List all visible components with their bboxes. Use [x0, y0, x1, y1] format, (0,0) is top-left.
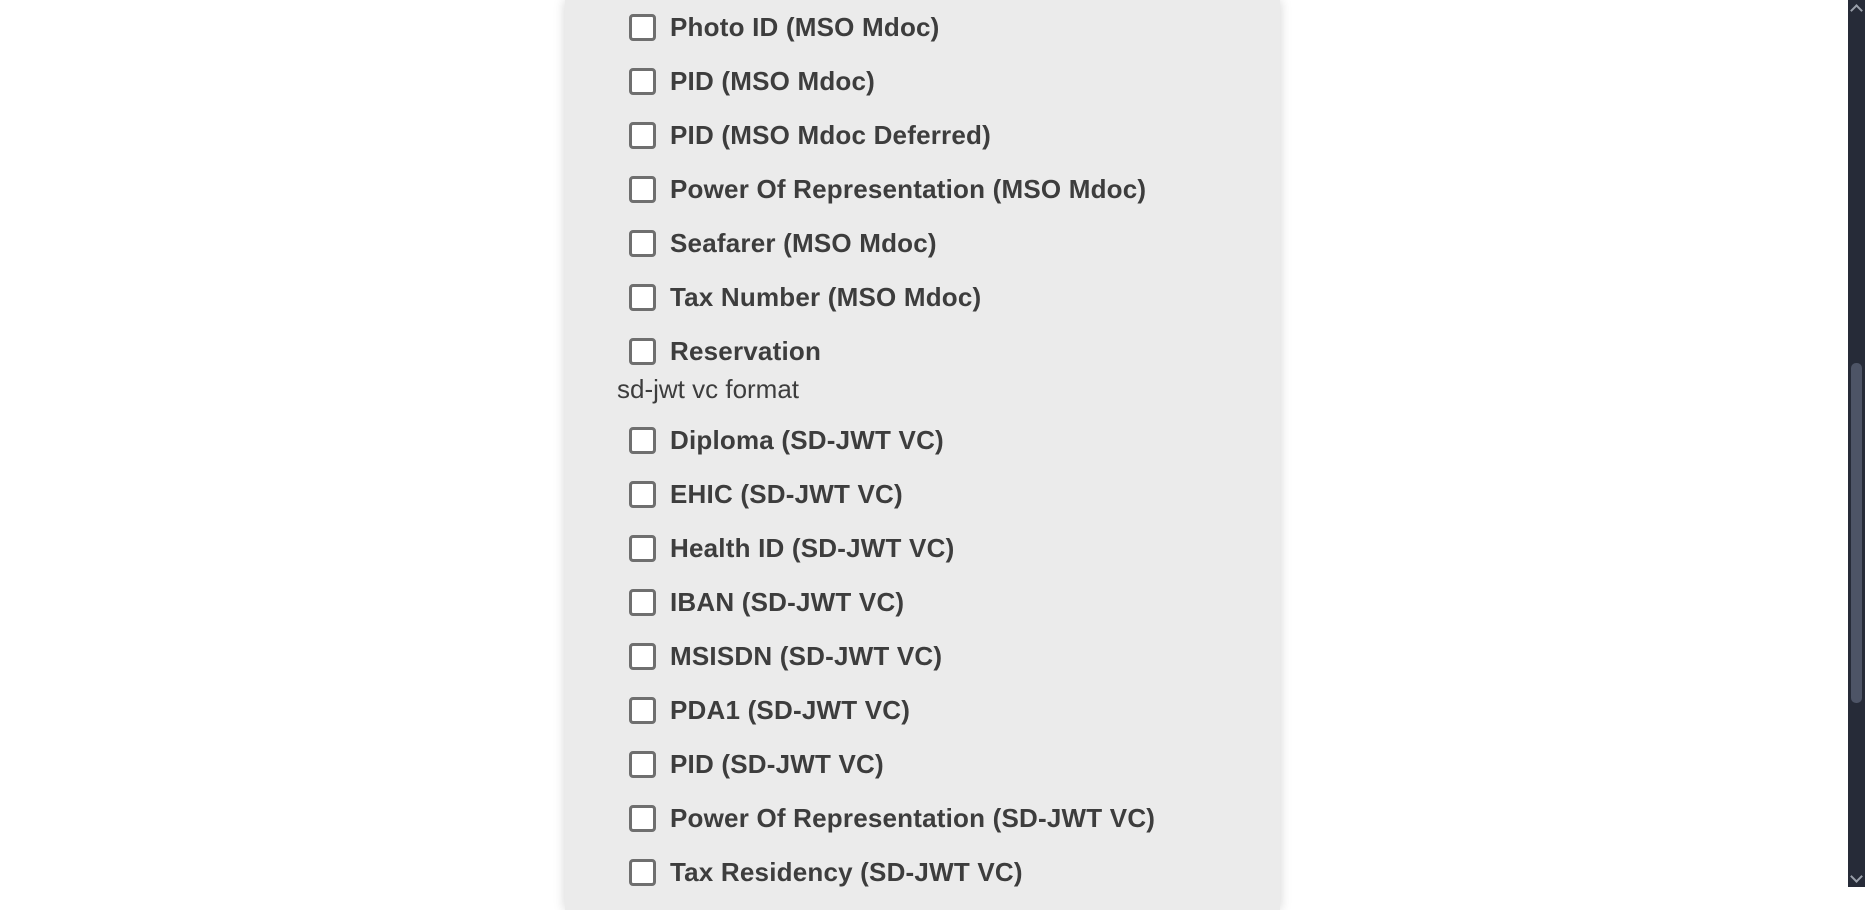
chevron-up-icon — [1850, 4, 1863, 17]
credential-checkbox[interactable] — [629, 14, 656, 41]
credential-label: IBAN (SD-JWT VC) — [670, 587, 905, 617]
credential-option-row[interactable] — [629, 535, 1280, 562]
vertical-scrollbar[interactable] — [1848, 0, 1865, 887]
credential-label: MSISDN (SD-JWT VC) — [670, 641, 943, 671]
credential-checkbox[interactable] — [629, 589, 656, 616]
credential-label: Photo ID (MSO Mdoc) — [670, 12, 940, 42]
credential-label: Diploma (SD-JWT VC) — [670, 425, 944, 455]
scrollbar-up-button[interactable] — [1848, 0, 1865, 17]
credential-option-row[interactable] — [629, 481, 1280, 508]
credential-option-row[interactable] — [629, 697, 1280, 724]
credential-checkbox[interactable] — [629, 697, 656, 724]
credential-checkbox[interactable] — [629, 338, 656, 365]
credential-checkbox[interactable] — [629, 535, 656, 562]
credential-selection-panel — [565, 0, 1280, 910]
credential-option-row[interactable] — [629, 122, 1280, 149]
credential-option-row[interactable] — [629, 68, 1280, 95]
credential-checkbox[interactable] — [629, 481, 656, 508]
scrollbar-down-button[interactable] — [1848, 870, 1865, 887]
credential-checkbox[interactable] — [629, 122, 656, 149]
credential-checkbox[interactable] — [629, 751, 656, 778]
credential-option-row[interactable] — [629, 589, 1280, 616]
credential-checkbox[interactable] — [629, 230, 656, 257]
credential-option-row[interactable] — [629, 427, 1280, 454]
credential-option-row[interactable] — [629, 643, 1280, 670]
credential-checkbox[interactable] — [629, 643, 656, 670]
credential-label: Seafarer (MSO Mdoc) — [670, 228, 937, 258]
credential-label: PID (MSO Mdoc Deferred) — [670, 120, 991, 150]
credential-option-row[interactable] — [629, 284, 1280, 311]
credential-label: Tax Number (MSO Mdoc) — [670, 282, 982, 312]
credential-checkbox[interactable] — [629, 176, 656, 203]
credential-option-row[interactable] — [629, 805, 1280, 832]
credential-checkbox[interactable] — [629, 859, 656, 886]
credential-option-row[interactable] — [629, 14, 1280, 41]
credential-sections — [565, 14, 1280, 886]
section-heading: sd-jwt vc format — [617, 374, 800, 404]
scrollbar-thumb[interactable] — [1851, 363, 1862, 703]
credential-label: Reservation — [670, 336, 822, 366]
chevron-down-icon — [1850, 870, 1863, 883]
credential-checkbox[interactable] — [629, 284, 656, 311]
credential-label: PID (SD-JWT VC) — [670, 749, 884, 779]
credential-label: PID (MSO Mdoc) — [670, 66, 876, 96]
credential-label: EHIC (SD-JWT VC) — [670, 479, 903, 509]
credential-label: PDA1 (SD-JWT VC) — [670, 695, 911, 725]
credential-option-row[interactable] — [629, 176, 1280, 203]
credential-option-row[interactable] — [629, 859, 1280, 886]
credential-label: Power Of Representation (MSO Mdoc) — [670, 174, 1147, 204]
credential-option-row[interactable] — [629, 338, 1280, 365]
credential-checkbox[interactable] — [629, 805, 656, 832]
credential-label: Tax Residency (SD-JWT VC) — [670, 857, 1023, 887]
credential-label: Health ID (SD-JWT VC) — [670, 533, 955, 563]
credential-option-row[interactable] — [629, 230, 1280, 257]
credential-checkbox[interactable] — [629, 68, 656, 95]
credential-label: Power Of Representation (SD-JWT VC) — [670, 803, 1156, 833]
credential-option-row[interactable] — [629, 751, 1280, 778]
credential-checkbox[interactable] — [629, 427, 656, 454]
